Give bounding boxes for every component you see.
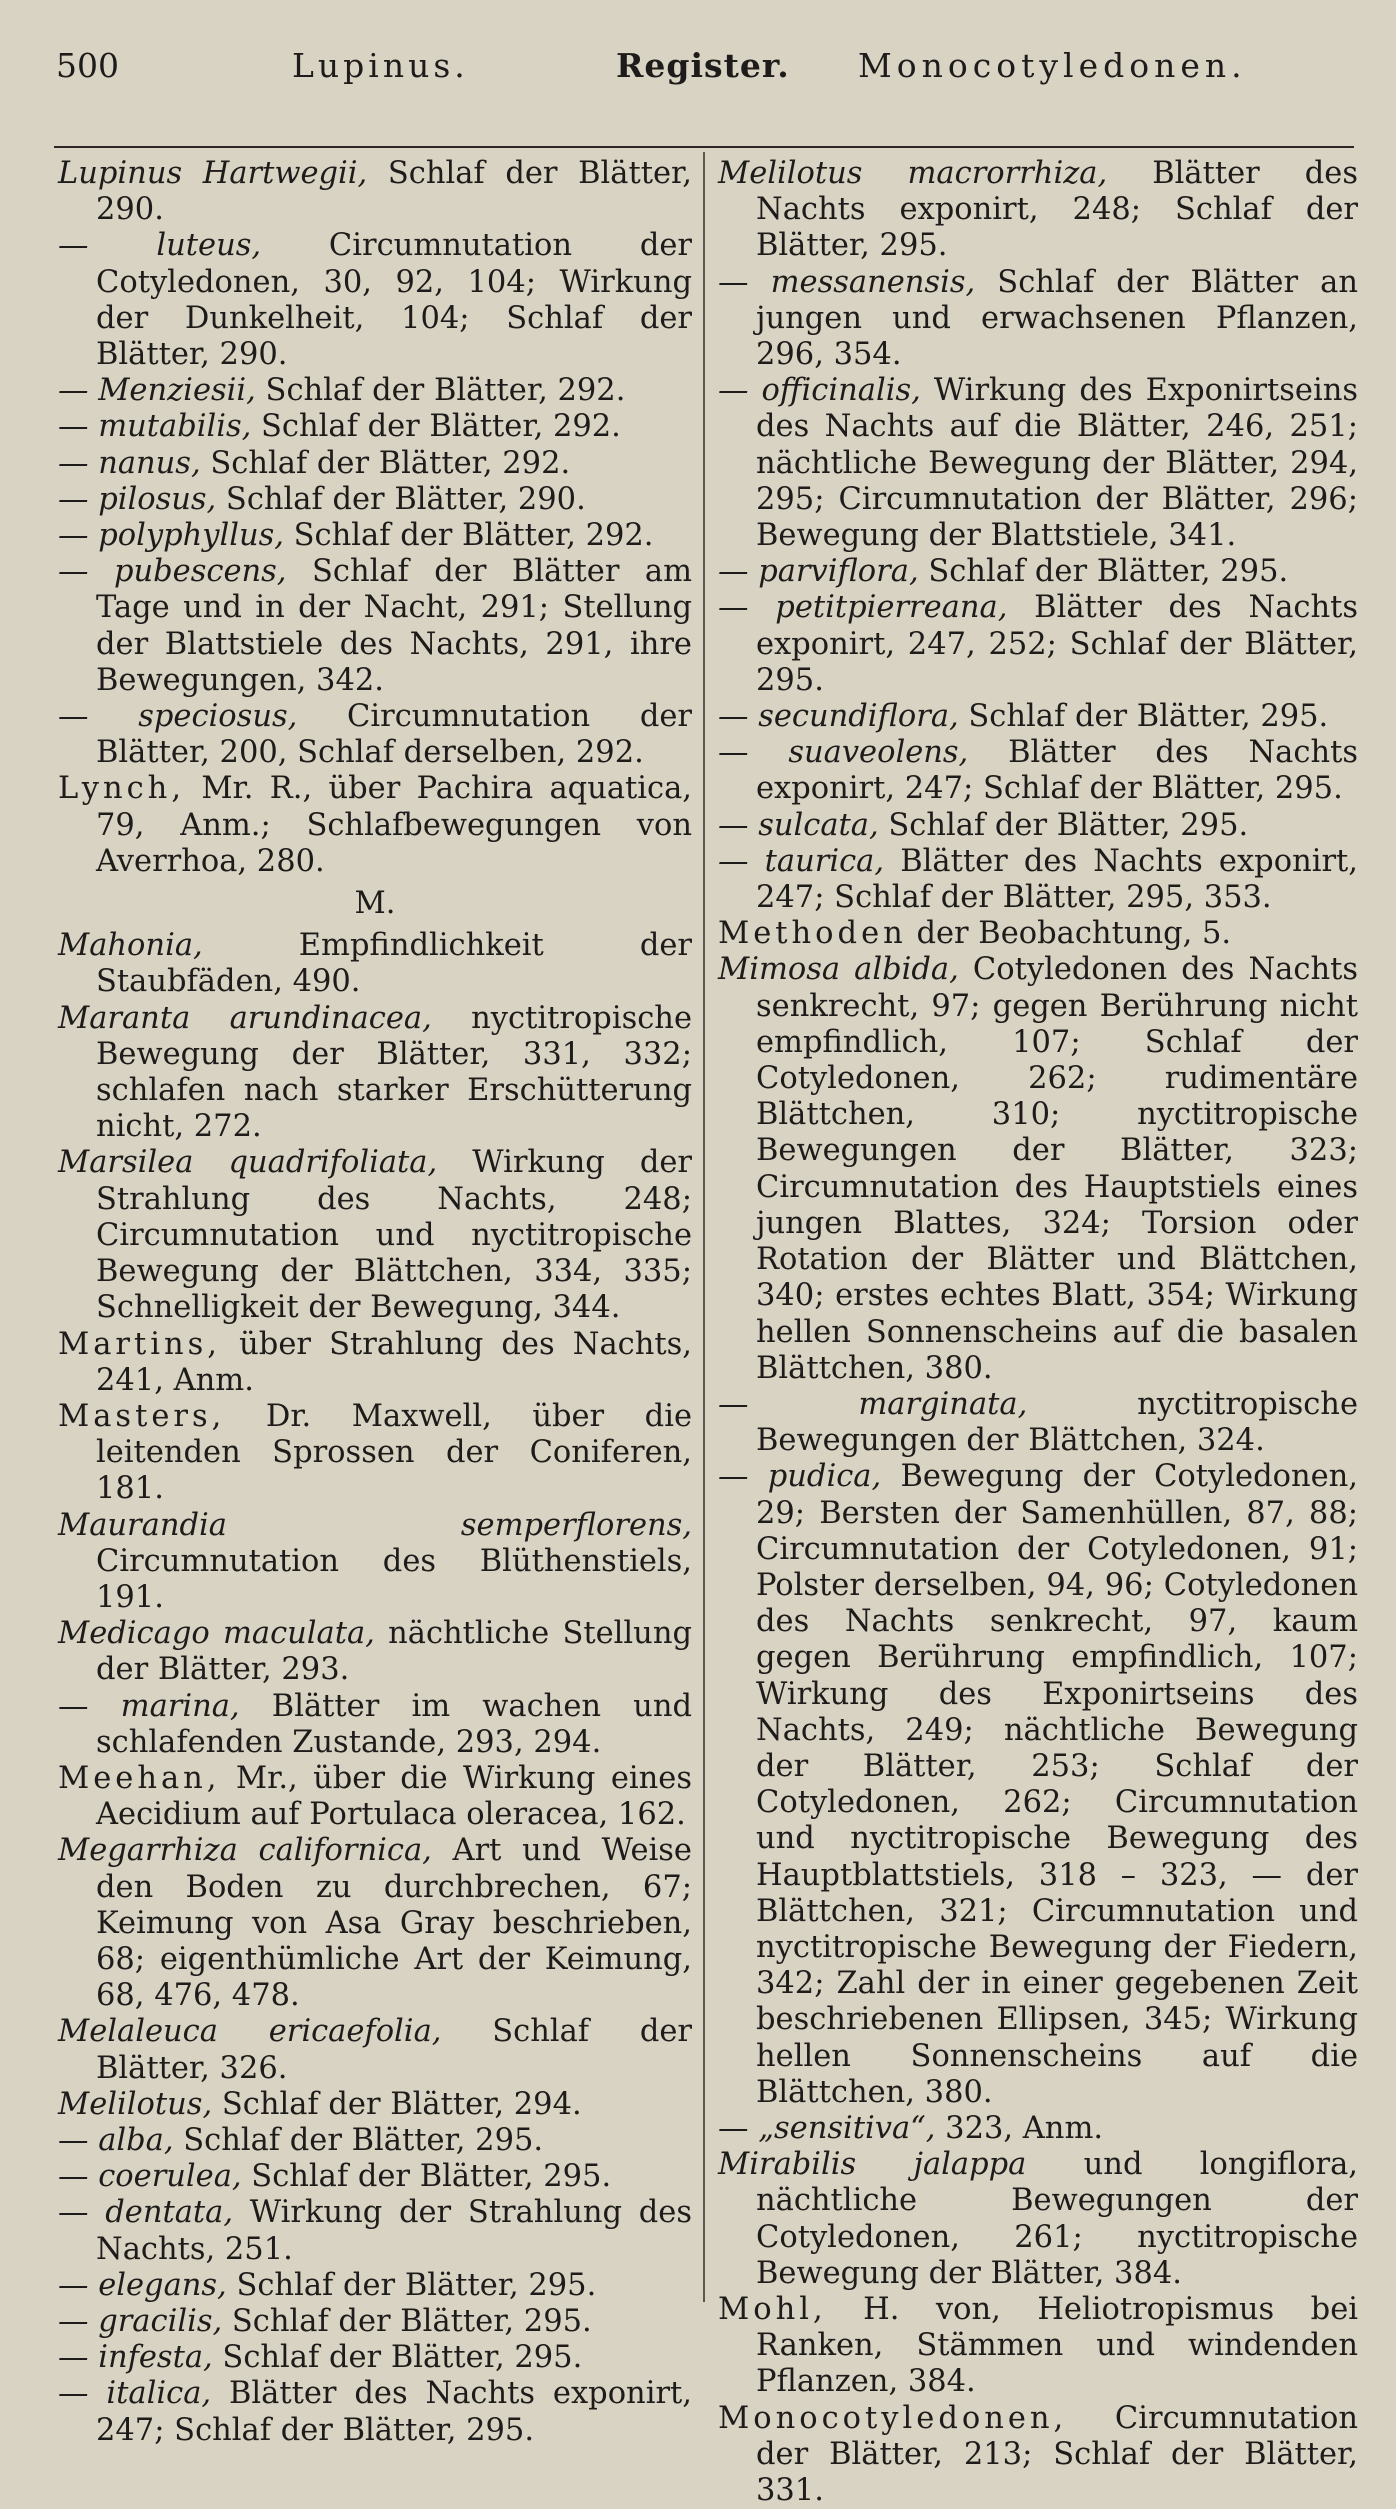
entry-text: Schlaf der Blätter, 290. [96,156,692,228]
header-right-term: Monocotyledonen. [858,46,1247,85]
entry-text: Wirkung der Strahlung des Nachts, 251. [96,2195,692,2267]
entry-text: Schlaf der Blätter, 292. [251,409,621,445]
entry-term: — nanus, [58,445,201,481]
entry-text: Schlaf der Blätter, 295. [918,554,1289,590]
entry-term: Melaleuca ericaefolia, [58,2014,442,2050]
entry-term: Maranta arundinacea, [58,1000,432,1036]
entry-term: — suaveolens, [718,735,969,771]
index-entry [718,156,1358,265]
entry-text: Blätter des Nachts exponirt, 248; Schlaf der Blätter, 295. [756,156,1358,264]
entry-text: Schlaf der Blätter, 295. [173,2122,544,2158]
entry-text: 323, Anm. [935,2110,1104,2146]
entry-text: Blätter des Nachts exponirt, 247; Schlaf der Blätter, 295. [756,735,1358,807]
entry-term: — italica, [58,2376,212,2412]
index-entry [718,554,1358,590]
entry-name: Lynch, [58,771,186,807]
index-entry [718,952,1358,1386]
entry-text: Schlaf der Blätter, 295. [958,699,1329,735]
entry-text: Blätter des Nachts exponirt, 247; Schlaf der Blätter, 295, 353. [756,843,1358,916]
entry-term: — „sensitiva“, [718,2110,936,2146]
entry-text: Circumnutation der Blätter, 200, Schlaf derselben, 292. [96,699,693,771]
index-entry [718,373,1358,554]
entry-text: Art und Weise den Boden zu durchbrechen, 67; Keimung von Asa Gray beschrieben, 68; eigenthümliche Art der Keimung, 68, 476, 478. [96,1833,692,2014]
entry-text: Mr. R., über Pachira aquatica, 79, Anm.; Schlafbewegungen von Averrhoa, 280. [96,771,692,879]
entry-term: — marina, [58,1688,240,1724]
header-left-term: Lupinus. [292,46,469,85]
entry-term: Maurandia semperflorens, [58,1507,692,1543]
entry-term: — alba, [58,2122,174,2158]
index-entry [718,735,1358,807]
entry-text: Cotyledonen des Nachts senkrecht, 97; gegen Berührung nicht empfindlich, 107; Schlaf der Cotyledonen, 262; rudimentäre Blättchen, 310; nyctitropische Bewegungen der Blätter, 323; Circumnutation des Hauptstiels eines jungen Blattes, 324; Torsion oder Rotation der Blätter und Blättchen, 340; erstes echtes Blatt, 354; Wirkung hellen Sonnenscheins auf die basalen Blättchen, 380. [756,952,1359,1386]
index-entry [718,2147,1358,2292]
entry-text: Schlaf der Blätter, 295. [222,2303,592,2339]
entry-text: Wirkung der Strahlung des Nachts, 248; Circumnutation und nyctitropische Bewegung der Blättchen, 334, 335; Schnelligkeit der Bewegung, 344. [96,1145,692,1326]
index-entry [58,2087,692,2123]
entry-text: über Strahlung des Nachts, 241, Anm. [96,1326,692,1398]
entry-text: Blätter des Nachts exponirt, 247; Schlaf der Blätter, 295. [96,2376,692,2448]
entry-term: — elegans, [58,2267,227,2303]
entry-name: Mohl, [718,2291,827,2327]
index-entry [58,1001,692,1146]
entry-text: Schlaf der Blätter, 295. [226,2267,597,2303]
index-entry [58,2376,692,2448]
index-entry [58,1327,692,1399]
index-entry [58,2014,692,2086]
entry-text: Schlaf der Blätter, 292. [283,518,654,554]
index-entry [58,1833,692,2014]
header-rule [54,146,1354,148]
index-entry [58,228,692,373]
entry-text: Schlaf der Blätter am Tage und in der Nacht, 291; Stellung der Blattstiele des Nachts, 291, ihre Bewegungen, 342. [96,554,692,698]
entry-term: — sulcata, [718,807,879,843]
entry-term: — coerulea, [58,2159,242,2195]
entry-term: — messanensis, [718,264,976,300]
index-entry [58,771,692,880]
index-entry [58,2304,692,2340]
entry-term: Melilotus macrorrhiza, [718,156,1108,191]
entry-text: der Beobachtung, 5. [906,916,1232,952]
entry-text: Schlaf der Blätter, 292. [200,445,571,481]
entry-name: Monocotyledonen, [718,2400,1068,2436]
entry-text: Circumnutation der Blätter, 213; Schlaf der Blätter, 331. [756,2400,1358,2508]
entry-term: Lupinus Hartwegii, [58,156,368,191]
entry-name: Methoden [718,916,907,952]
entry-term: — pudica, [718,1459,882,1495]
index-entry [58,2195,692,2267]
entry-term: — secundiflora, [718,699,959,735]
index-entry [718,808,1358,844]
column-divider [703,152,705,2302]
index-entry [718,265,1358,374]
entry-text: Schlaf der Blätter, 295. [241,2159,612,2195]
section-letter: M. [354,886,396,922]
running-header [56,46,1246,106]
entry-term: Marsilea quadrifoliata, [58,1145,438,1181]
entry-text: H. von, Heliotropismus bei Ranken, Stämmen und windenden Pflanzen, 384. [756,2291,1358,2400]
entry-text: und longiflora, nächtliche Bewegungen der Cotyledonen, 261; nyctitropische Bewegung der Blätter, 384. [756,2147,1358,2291]
index-entry [718,2292,1358,2401]
index-entry [58,1399,692,1508]
entry-text: Mr., über die Wirkung eines Aecidium auf Portulaca oleracea, 162. [96,1760,692,1833]
entry-term: Melilotus, [58,2086,213,2122]
entry-term: — petitpierreana, [718,590,1008,626]
entry-term: Megarrhiza californica, [58,1833,432,1869]
index-entry [58,2123,692,2159]
index-entry [718,1459,1358,2111]
entry-text: Wirkung des Exponirtseins des Nachts auf die Blätter, 246, 251; nächtliche Bewegung der Blätter, 294, 295; Circumnutation der Blätter, 296; Bewegung der Blattstiele, 341. [756,373,1358,554]
entry-term: — speciosus, [58,699,298,735]
entry-text: Circumnutation der Cotyledonen, 30, 92, 104; Wirkung der Dunkelheit, 104; Schlaf der Blätter, 290. [96,228,693,373]
entry-text: Schlaf der Blätter, 294. [212,2086,582,2122]
entry-text: nyctitropische Bewegungen der Blättchen, 324. [756,1386,1358,1459]
index-entry [718,916,1358,952]
index-entry [58,446,692,482]
entry-text: Schlaf der Blätter, 326. [96,2014,692,2086]
entry-text: nyctitropische Bewegung der Blätter, 331, 332; schlafen nach starker Erschütterung nicht, 272. [96,1000,692,1145]
entry-term: — gracilis, [58,2303,223,2339]
entry-term: — luteus, [58,228,262,264]
entry-text: Blätter des Nachts exponirt, 247, 252; Schlaf der Blätter, 295. [756,590,1359,698]
index-entry [58,928,692,1000]
entry-text: Circumnutation des Blüthenstiels, 191. [96,1543,692,1615]
entry-term: — marginata, [718,1386,1028,1422]
entry-name: Meehan, [58,1760,221,1796]
entry-term: Mahonia, [58,928,203,964]
entry-text: Dr. Maxwell, über die leitenden Sprossen der Coniferen, 181. [96,1398,692,1507]
entry-text: Blätter im wachen und schlafenden Zustande, 293, 294. [96,1688,692,1760]
index-entry [58,156,692,228]
entry-text: Schlaf der Blätter an jungen und erwachsenen Pflanzen, 296, 354. [756,264,1359,373]
index-entry [58,1689,692,1761]
entry-text: Schlaf der Blätter, 290. [216,481,586,517]
index-entry [58,554,692,699]
entry-term: Mirabilis jalappa [718,2147,1027,2183]
index-entry [58,373,692,409]
index-entry [718,844,1358,916]
index-entry [58,699,692,771]
index-entry [58,482,692,518]
entry-term: — Menziesii, [58,373,256,409]
entry-text: Schlaf der Blätter, 295. [878,807,1249,843]
index-entry [58,2340,692,2376]
page-number: 500 [56,46,119,85]
entry-text: Schlaf der Blätter, 292. [255,373,626,409]
right-column [718,156,1358,2509]
index-entry [58,1508,692,1617]
index-entry [58,2268,692,2304]
index-entry [718,2401,1358,2509]
entry-name: Masters, [58,1398,226,1434]
index-entry [58,518,692,554]
index-entry [58,1761,692,1833]
entry-text: Empfindlichkeit der Staubfäden, 490. [96,928,692,1000]
entry-term: — mutabilis, [58,409,252,445]
entry-term: — infesta, [58,2340,213,2376]
entry-term: — pubescens, [58,554,287,590]
index-entry [58,1145,692,1326]
entry-term: — pilosus, [58,481,217,517]
entry-term: Medicago maculata, [58,1616,375,1652]
entry-term: Mimosa albida, [718,952,959,988]
index-entry [58,2159,692,2195]
index-entry [58,409,692,445]
index-entry [718,1387,1358,1459]
entry-term: — polyphyllus, [58,518,284,554]
entry-term: — officinalis, [718,373,921,409]
index-entry [718,2111,1358,2147]
entry-term: — taurica, [718,843,885,879]
entry-text: Bewegung der Cotyledonen, 29; Bersten der Samenhüllen, 87, 88; Circumnutation der Cotyledonen, 91; Polster derselben, 94, 96; Cotyledonen des Nachts senkrecht, 97, kaum gegen Berührung empfindlich, 107; Wirkung des Exponirtseins des Nachts, 249; nächtliche Bewegung der Blätter, 253; Schlaf der Cotyledonen, 262; Circumnutation und nyctitropische Bewegung des Hauptblattstiels, 318 – 323, — der Blättchen, 321; Circumnutation und nyctitropische Bewegung der Fiedern, 342; Zahl der in einer gegebenen Zeit beschriebenen Ellipsen, 345; Wirkung hellen Sonnenscheins auf die Blättchen, 380. [756,1459,1359,2110]
entry-name: Martins, [58,1326,221,1362]
index-entry [718,590,1358,699]
header-title: Register. [616,46,790,85]
index-entry [58,1616,692,1688]
entry-term: — dentata, [58,2195,234,2231]
entry-text: nächtliche Stellung der Blätter, 293. [96,1616,692,1688]
entry-term: — parviflora, [718,554,919,590]
index-entry [718,699,1358,735]
entry-text: Schlaf der Blätter, 295. [212,2340,583,2376]
left-column [58,156,692,2449]
